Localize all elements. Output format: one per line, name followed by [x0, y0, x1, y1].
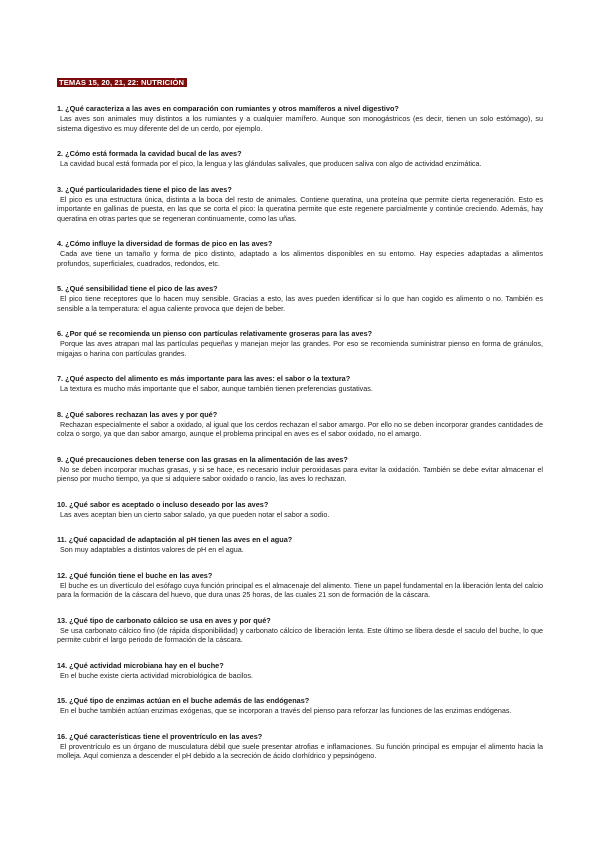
answer-text: Se usa carbonato cálcico fino (de rápida disponibilidad) y carbonato cálcico de liberación lenta. Este último se libera desde el saculo del buche, lo que permite cubrir el largo periodo de formación de la cáscara. [57, 625, 543, 644]
qa-item [57, 661, 543, 681]
question-text: 4. ¿Cómo influye la diversidad de formas de pico en las aves? [57, 239, 273, 248]
answer-text: La textura es mucho más importante que el sabor, aunque también tienen preferencias gustativas. [60, 384, 373, 393]
question-text: 11. ¿Qué capacidad de adaptación al pH tienen las aves en el agua? [57, 535, 293, 544]
qa-item [57, 410, 543, 439]
question-text: 2. ¿Cómo está formada la cavidad bucal de las aves? [57, 149, 242, 158]
answer-text: No se deben incorporar muchas grasas, y si se hace, es necesario incluir peroxidasas para evitar la oxidación. También se debe evitar almacenar el pienso por mucho tiempo, ya que si adquiere sabor oxidado o rancio, las aves lo rechazan. [57, 464, 543, 483]
answer-text: El pico es una estructura única, distinta a la boca del resto de animales. Contiene queratina, una proteína que permite cierta regeneración. Esto es importante en gallinas de puesta, en las que se corta el pico: la queratina permite que este regenere parcialmente y continúe creciendo. Además, hay queratina en otras partes que se regeneran continuamente, como las uñas. [57, 194, 543, 223]
qa-item [57, 571, 543, 600]
answer-text: Las aves son animales muy distintos a los rumiantes y a cualquier mamífero. Aunque son monogástricos (es decir, tienen un solo estómago), su sistema digestivo es muy diferente del de un cerdo, por ejemplo. [57, 114, 543, 133]
qa-list [57, 104, 543, 761]
qa-item [57, 696, 543, 716]
section-header: TEMAS 15, 20, 21, 22: NUTRICIÓN [57, 78, 187, 87]
answer-text: Las aves aceptan bien un cierto sabor salado, ya que pueden notar el sabor a sodio. [60, 509, 330, 519]
answer-text: En el buche existe cierta actividad microbiológica de bacilos. [60, 670, 253, 680]
question-text: 1. ¿Qué caracteriza a las aves en comparación con rumiantes y otros mamíferos a nivel digestivo? [57, 104, 399, 113]
question-text: 16. ¿Qué características tiene el proventrículo en las aves? [57, 731, 263, 741]
qa-item [57, 732, 543, 761]
question-text: 12. ¿Qué función tiene el buche en las aves? [57, 570, 213, 580]
question-text: 13. ¿Qué tipo de carbonato cálcico se usa en aves y por qué? [57, 615, 271, 625]
qa-item [57, 239, 543, 268]
qa-item [57, 374, 543, 394]
answer-text: El proventrículo es un órgano de musculatura débil que suele presentar atrofias e inflamaciones. Su función principal es empujar el alimento hacia la molleja. Aquí comienza a descender el pH debido a la secreción de ácido clorhídrico y pepsinógeno. [57, 741, 543, 760]
question-text: 5. ¿Qué sensibilidad tiene el pico de las aves? [57, 284, 218, 293]
qa-item [57, 329, 543, 358]
qa-item [57, 284, 543, 313]
answer-text: El pico tiene receptores que lo hacen muy sensible. Gracias a esto, las aves pueden identificar si lo que han cogido es alimento o no. También es sensible a la temperatura: el agua caliente provoca que dejen de beber. [57, 294, 543, 313]
qa-item [57, 185, 543, 224]
question-text: 3. ¿Qué particularidades tiene el pico de las aves? [57, 184, 232, 194]
answer-text: En el buche también actúan enzimas exógenas, que se incorporan a través del pienso para reforzar las funciones de las enzimas endógenas. [60, 706, 512, 715]
question-text: 9. ¿Qué precauciones deben tenerse con las grasas en la alimentación de las aves? [57, 454, 348, 464]
qa-item [57, 616, 543, 645]
answer-text: La cavidad bucal está formada por el pico, la lengua y las glándulas salivales, que producen saliva con algo de actividad enzimática. [60, 159, 482, 168]
question-text: 8. ¿Qué sabores rechazan las aves y por qué? [57, 409, 218, 419]
qa-item [57, 104, 543, 133]
answer-text: Cada ave tiene un tamaño y forma de pico distinto, adaptado a los alimentos disponibles en su entorno. Hay especies adaptadas a alimentos profundos, superficiales, cuadrados, redondos, etc. [57, 249, 543, 268]
question-text: 14. ¿Qué actividad microbiana hay en el buche? [57, 660, 224, 670]
answer-text: El buche es un divertículo del esófago cuya función principal es el almacenaje del alimento. Tiene un papel fundamental en la liberación lenta del calcio para la formación de la cáscara del huevo, que dura unas 25 horas, de las cuales 21 son de formación de la cáscara. [57, 580, 543, 599]
question-text: 15. ¿Qué tipo de enzimas actúan en el buche además de las endógenas? [57, 696, 310, 705]
qa-item [57, 455, 543, 484]
qa-item [57, 535, 543, 555]
answer-text: Rechazan especialmente el sabor a oxidado, al igual que los cerdos rechazan el sabor amargo. Por ello no se deben incorporar grandes cantidades de colza o sorgo, ya que dan sabor amargo, aunque el problema principal en aves es el sabor oxidado, no el amargo. [57, 419, 543, 438]
answer-text: Son muy adaptables a distintos valores de pH en el agua. [60, 545, 244, 554]
question-text: 6. ¿Por qué se recomienda un pienso con partículas relativamente groseras para las aves? [57, 329, 373, 338]
question-text: 7. ¿Qué aspecto del alimento es más importante para las aves: el sabor o la textura? [57, 374, 351, 383]
question-text: 10. ¿Qué sabor es aceptado o incluso deseado por las aves? [57, 499, 269, 509]
answer-text: Porque las aves atrapan mal las partículas pequeñas y manejan mejor las grandes. Por eso se recomienda suministrar pienso en forma de gránulos, migajas o harina con partículas grandes. [57, 339, 543, 358]
qa-item [57, 500, 543, 520]
qa-item [57, 149, 543, 169]
document-page [57, 72, 543, 761]
